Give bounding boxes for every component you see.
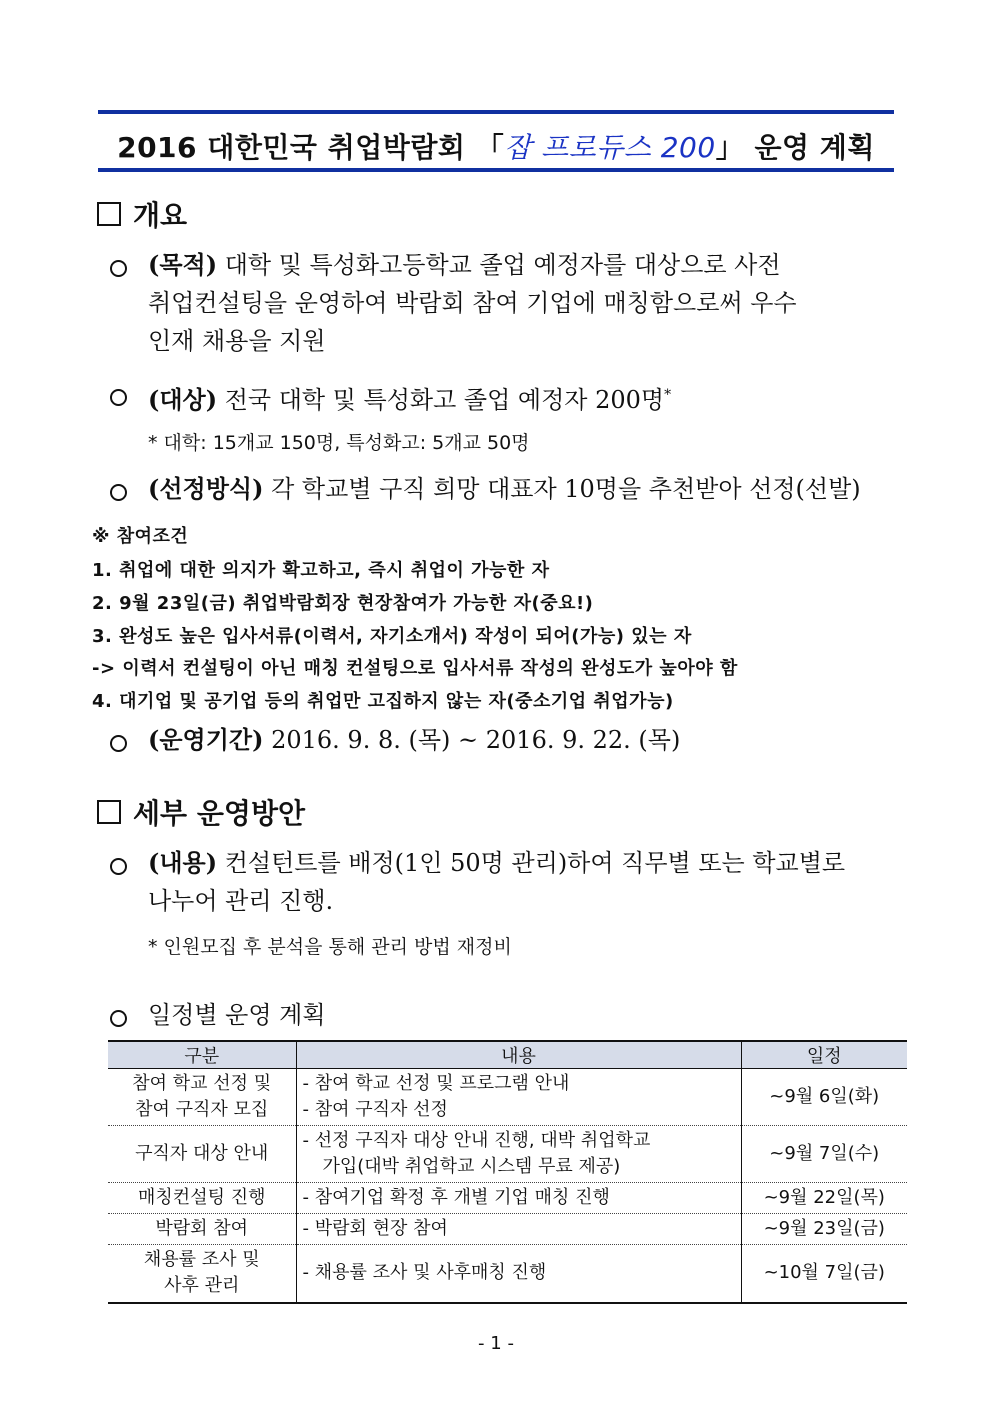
header-date: 일정 — [741, 1041, 907, 1069]
target-note: * 대학: 15개교 150명, 특성화고: 5개교 50명 — [148, 432, 530, 454]
title-banner — [98, 110, 894, 172]
header-category: 구분 — [108, 1041, 296, 1069]
document-title — [98, 126, 894, 166]
content-note: * 인원모집 후 분석을 통해 관리 방법 재정비 — [148, 936, 512, 958]
section-overview-heading: 개요 — [97, 194, 187, 234]
bullet-circle-icon — [110, 484, 127, 501]
schedule-heading: 일정별 운영 계획 — [148, 1001, 326, 1029]
condition-item: 1. 취업에 대한 의지가 확고하고, 즉시 취업이 가능한 자 — [92, 560, 550, 581]
row-content: - 채용률 조사 및 사후매칭 진행 — [296, 1245, 741, 1303]
row-category: 박람회 참여 — [108, 1214, 296, 1245]
checkbox-square-icon — [97, 800, 121, 824]
table-row — [108, 1069, 907, 1126]
row-date: ~10월 7일(금) — [741, 1245, 907, 1303]
row-date: ~9월 6일(화) — [741, 1069, 907, 1126]
bullet-circle-icon — [110, 389, 127, 406]
row-category: 매칭컨설팅 진행 — [108, 1183, 296, 1214]
row-content: - 참여기업 확정 후 개별 기업 매칭 진행 — [296, 1183, 741, 1214]
table-header-row — [108, 1041, 907, 1069]
row-category: 채용률 조사 및 사후 관리 — [108, 1245, 296, 1303]
condition-item: 2. 9월 23일(금) 취업박람회장 현장참여가 가능한 자(중요!) — [92, 593, 594, 614]
section-detail-heading: 세부 운영방안 — [97, 792, 305, 832]
title-prefix: 2016 대한민국 취업박람회 「 — [117, 131, 505, 164]
content-paragraph: (내용) 컨설턴트를 배정(1인 50명 관리)하여 직무별 또는 학교별로 나누어 관리 진행. — [148, 848, 846, 915]
header-content: 내용 — [296, 1041, 741, 1069]
title-emphasis: 잡 프로듀스 200 — [504, 131, 716, 164]
row-content: - 박람회 현장 참여 — [296, 1214, 741, 1245]
table-row — [108, 1214, 907, 1245]
table-row — [108, 1183, 907, 1214]
bullet-circle-icon — [110, 735, 127, 752]
bullet-circle-icon — [110, 858, 127, 875]
table-row — [108, 1245, 907, 1303]
row-content: - 선정 구직자 대상 안내 진행, 대박 취업학교 가입(대박 취업학교 시스템 무료 제공) — [296, 1126, 741, 1183]
target-paragraph: (대상) 전국 대학 및 특성화고 졸업 예정자 200명* — [148, 385, 672, 414]
conditions-heading: ※ 참여조건 — [92, 526, 189, 547]
row-content: - 참여 학교 선정 및 프로그램 안내 - 참여 구직자 선정 — [296, 1069, 741, 1126]
row-date: ~9월 23일(금) — [741, 1214, 907, 1245]
row-category: 참여 학교 선정 및 참여 구직자 모집 — [108, 1069, 296, 1126]
checkbox-square-icon — [97, 202, 121, 226]
title-suffix: 」 운영 계획 — [715, 131, 875, 164]
condition-item: -> 이력서 컨설팅이 아닌 매칭 컨설팅으로 입사서류 작성의 완성도가 높아야 함 — [92, 658, 738, 679]
period-paragraph: (운영기간) 2016. 9. 8. (목) ~ 2016. 9. 22. (목) — [148, 725, 681, 754]
row-date: ~9월 7일(수) — [741, 1126, 907, 1183]
page-number: - 1 - — [478, 1333, 514, 1354]
table-row — [108, 1126, 907, 1183]
schedule-table — [108, 1040, 907, 1304]
condition-item: 4. 대기업 및 공기업 등의 취업만 고집하지 않는 자(중소기업 취업가능) — [92, 691, 674, 712]
row-category: 구직자 대상 안내 — [108, 1126, 296, 1183]
purpose-paragraph: (목적) 대학 및 특성화고등학교 졸업 예정자를 대상으로 사전 취업컨설팅을 운영하여 박람회 참여 기업에 매칭함으로써 우수 인재 채용을 지원 — [148, 250, 797, 355]
row-date: ~9월 22일(목) — [741, 1183, 907, 1214]
condition-item: 3. 완성도 높은 입사서류(이력서, 자기소개서) 작성이 되어(가능) 있는 자 — [92, 626, 692, 647]
bullet-circle-icon — [110, 1010, 127, 1027]
selection-paragraph: (선정방식) 각 학교별 구직 희망 대표자 10명을 추천받아 선정(선발) — [148, 474, 861, 503]
bullet-circle-icon — [110, 260, 127, 277]
